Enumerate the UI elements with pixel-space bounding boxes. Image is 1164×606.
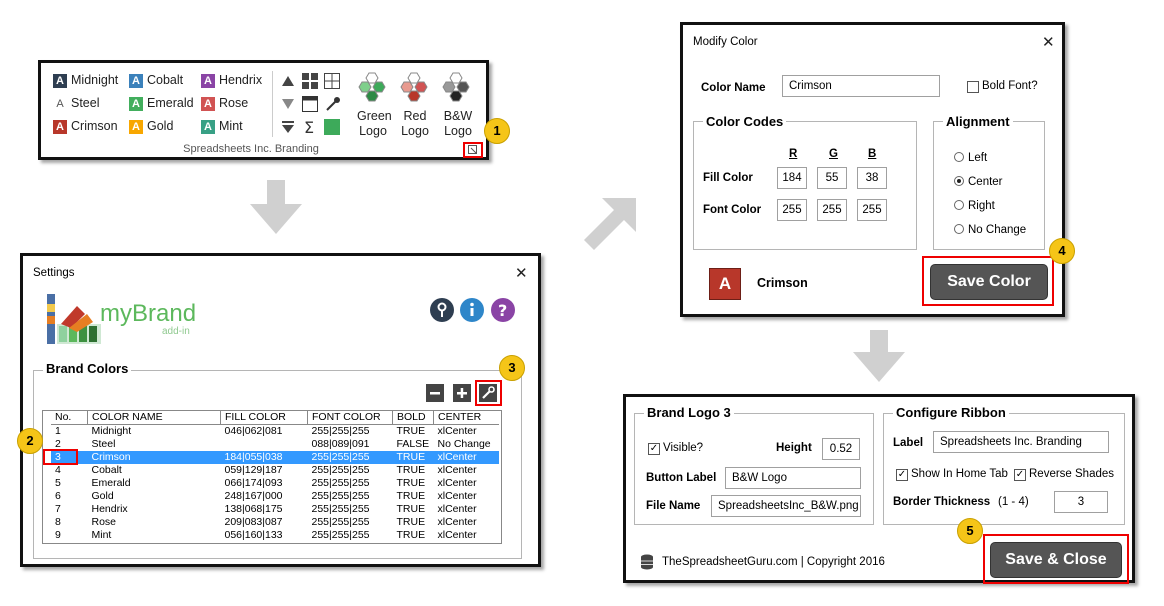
mybrand-logo-icon	[47, 294, 103, 346]
crimson-label[interactable]: Crimson	[71, 119, 118, 133]
red-logo-icon[interactable]	[399, 71, 433, 103]
table-row[interactable]: 8 Rose 209|083|087 255|255|255 TRUE xlCenter	[55, 516, 477, 528]
badge-2: 2	[17, 428, 43, 454]
logo-config-dialog	[623, 394, 1135, 583]
brand-colors-title: Brand Colors	[43, 361, 131, 376]
settings-close-icon[interactable]: ✕	[515, 265, 528, 282]
green-logo-icon[interactable]	[357, 71, 391, 103]
configure-ribbon-title: Configure Ribbon	[893, 405, 1009, 420]
badge-4: 4	[1049, 238, 1075, 264]
gold-swatch[interactable]: A	[129, 120, 143, 134]
key-icon[interactable]	[430, 298, 454, 322]
hendrix-label[interactable]: Hendrix	[219, 73, 263, 87]
table-row[interactable]: 9 Mint 056|160|133 255|255|255 TRUE xlCenter	[55, 529, 477, 541]
green-logo-label[interactable]: Green Logo	[357, 109, 392, 138]
red-logo-label[interactable]: Red Logo	[401, 109, 429, 138]
button-label-input[interactable]: B&W Logo	[725, 467, 861, 489]
table-row[interactable]: 7 Hendrix 138|068|175 255|255|255 TRUE xlCenter	[55, 503, 477, 515]
visible-checkbox[interactable]: ✓	[649, 443, 659, 454]
eyedropper-icon[interactable]	[325, 96, 341, 112]
modify-close-icon[interactable]: ✕	[1042, 34, 1055, 51]
scroll-down-icon[interactable]	[281, 98, 295, 110]
bold-font-label[interactable]: Bold Font?	[982, 80, 1038, 92]
preview-swatch: A	[709, 268, 741, 300]
reverse-shades-label[interactable]: Reverse Shades	[1029, 468, 1115, 480]
badge-5: 5	[957, 518, 983, 544]
align-nochange-label[interactable]: No Change	[968, 224, 1027, 236]
align-right-label[interactable]: Right	[968, 200, 995, 212]
fill-color-label: Fill Color	[703, 172, 753, 184]
rose-label[interactable]: Rose	[219, 96, 249, 110]
height-input[interactable]: 0.52	[822, 438, 860, 460]
brand-logo-title: Brand Logo 3	[644, 405, 734, 420]
table-row[interactable]: 2 Steel 088|089|091 FALSE No Change	[55, 438, 491, 450]
bw-logo-label[interactable]: B&W Logo	[443, 109, 473, 138]
alignment-title: Alignment	[943, 114, 1013, 129]
show-home-label[interactable]: Show In Home Tab	[911, 468, 1008, 480]
crimson-swatch[interactable]: A	[53, 120, 67, 134]
col-fill-color[interactable]: FILL COLOR	[221, 411, 308, 425]
align-left-label[interactable]: Left	[968, 152, 988, 164]
save-color-highlight	[922, 256, 1054, 306]
gold-label[interactable]: Gold	[147, 119, 174, 133]
ribbon-panel	[38, 60, 489, 160]
expand-icon[interactable]	[281, 120, 295, 134]
file-name-input[interactable]: SpreadsheetsInc_B&W.png	[711, 495, 861, 517]
table-row[interactable]: 4 Cobalt 059|129|187 255|255|255 TRUE xlCenter	[55, 464, 477, 476]
ribbon-divider	[272, 71, 273, 137]
font-g-input[interactable]: 255	[817, 199, 847, 221]
svg-text:Σ: Σ	[304, 119, 315, 135]
align-center-label[interactable]: Center	[968, 176, 1003, 188]
modify-color-dialog	[680, 22, 1065, 317]
arrow-down-icon	[250, 180, 302, 234]
fill-b-input[interactable]: 38	[857, 167, 887, 189]
fill-g-input[interactable]: 55	[817, 167, 847, 189]
arrow-down-icon-2	[853, 330, 905, 382]
modify-title: Modify Color	[693, 36, 758, 48]
dialog-launcher-icon[interactable]	[468, 145, 478, 155]
save-close-highlight	[983, 534, 1129, 584]
arrow-up-right-icon	[580, 198, 636, 254]
badge-1: 1	[484, 118, 510, 144]
r-header: R	[789, 148, 798, 160]
emerald-label[interactable]: Emerald	[147, 96, 194, 110]
selected-row-highlight	[43, 449, 78, 465]
rose-swatch[interactable]: A	[201, 97, 215, 111]
bold-font-checkbox[interactable]	[967, 81, 979, 93]
settings-dialog	[20, 253, 541, 567]
mint-swatch[interactable]: A	[201, 120, 215, 134]
add-color-icon[interactable]	[453, 384, 471, 402]
align-left-radio[interactable]	[954, 152, 964, 162]
table-grid-icon[interactable]	[302, 73, 318, 89]
steel-label[interactable]: Steel	[71, 96, 100, 110]
save-color-button[interactable]: Save Color	[930, 264, 1048, 300]
font-color-label: Font Color	[703, 204, 762, 216]
col-bold[interactable]: BOLD	[393, 411, 434, 425]
midnight-label[interactable]: Midnight	[71, 73, 119, 87]
cobalt-swatch[interactable]: A	[129, 74, 143, 88]
table-row[interactable]: 5 Emerald 066|174|093 255|255|255 TRUE xlCenter	[55, 477, 477, 489]
ribbon-group-label: Spreadsheets Inc. Branding	[183, 143, 319, 155]
align-center-radio[interactable]	[954, 176, 964, 186]
height-label: Height	[776, 442, 812, 454]
table-row-selected[interactable]: 3 Crimson 184|055|038 255|255|255 TRUE xlCenter	[51, 451, 499, 464]
g-header: G	[829, 148, 838, 160]
col-center[interactable]: CENTER	[434, 411, 500, 425]
settings-title: Settings	[33, 267, 75, 279]
col-no[interactable]: No.	[51, 411, 88, 425]
table-row[interactable]: 6 Gold 248|167|000 255|255|255 TRUE xlCenter	[55, 490, 477, 502]
steel-swatch[interactable]: A	[53, 97, 67, 111]
database-icon	[640, 554, 654, 570]
align-right-radio[interactable]	[954, 200, 964, 210]
brand-name: myBrand	[100, 300, 197, 327]
badge-3: 3	[499, 355, 525, 381]
show-home-checkbox[interactable]: ✓	[897, 469, 907, 480]
border-thickness-hint: (1 - 4)	[998, 496, 1029, 508]
col-font-color[interactable]: FONT COLOR	[308, 411, 393, 425]
brand-subtitle: add-in	[162, 326, 190, 337]
midnight-swatch[interactable]: A	[53, 74, 67, 88]
button-label-label: Button Label	[646, 472, 717, 484]
ribbon-label-label: Label	[893, 437, 924, 449]
font-b-input[interactable]: 255	[857, 199, 887, 221]
cobalt-label[interactable]: Cobalt	[147, 73, 184, 87]
remove-color-icon[interactable]	[426, 384, 444, 402]
emerald-swatch[interactable]: A	[129, 97, 143, 111]
file-name-label: File Name	[646, 500, 701, 512]
colors-table	[51, 411, 499, 542]
reverse-shades-checkbox[interactable]: ✓	[1015, 469, 1025, 480]
svg-text:?: ?	[498, 301, 508, 320]
footer-copyright[interactable]: TheSpreadsheetGuru.com | Copyright 2016	[662, 556, 885, 568]
fill-square-icon[interactable]	[324, 119, 340, 135]
window-icon[interactable]	[302, 96, 318, 112]
save-close-button[interactable]: Save & Close	[990, 542, 1122, 578]
mint-label[interactable]: Mint	[219, 119, 243, 133]
edit-color-highlight	[475, 380, 502, 406]
info-icon[interactable]	[460, 298, 484, 322]
color-codes-title: Color Codes	[703, 114, 786, 129]
help-icon[interactable]	[491, 298, 515, 322]
col-color-name[interactable]: COLOR NAME	[88, 411, 221, 425]
scroll-up-icon[interactable]	[281, 75, 295, 87]
table-row[interactable]: 1 Midnight 046|062|081 255|255|255 TRUE xlCenter	[55, 425, 477, 437]
bw-logo-icon[interactable]	[441, 71, 475, 103]
ribbon-label-input[interactable]: Spreadsheets Inc. Branding	[933, 431, 1109, 453]
fill-r-input[interactable]: 184	[777, 167, 807, 189]
color-name-label: Color Name	[701, 82, 766, 94]
font-r-input[interactable]: 255	[777, 199, 807, 221]
color-name-input[interactable]: Crimson	[782, 75, 940, 97]
borders-icon[interactable]	[324, 73, 340, 89]
hendrix-swatch[interactable]: A	[201, 74, 215, 88]
sum-icon[interactable]	[303, 119, 319, 135]
table-header-row	[51, 411, 499, 425]
align-nochange-radio[interactable]	[954, 224, 964, 234]
b-header: B	[868, 148, 877, 160]
border-thickness-label: Border Thickness	[893, 496, 991, 508]
visible-label[interactable]: Visible?	[663, 442, 704, 454]
border-thickness-input[interactable]: 3	[1054, 491, 1108, 513]
preview-name: Crimson	[757, 276, 808, 290]
